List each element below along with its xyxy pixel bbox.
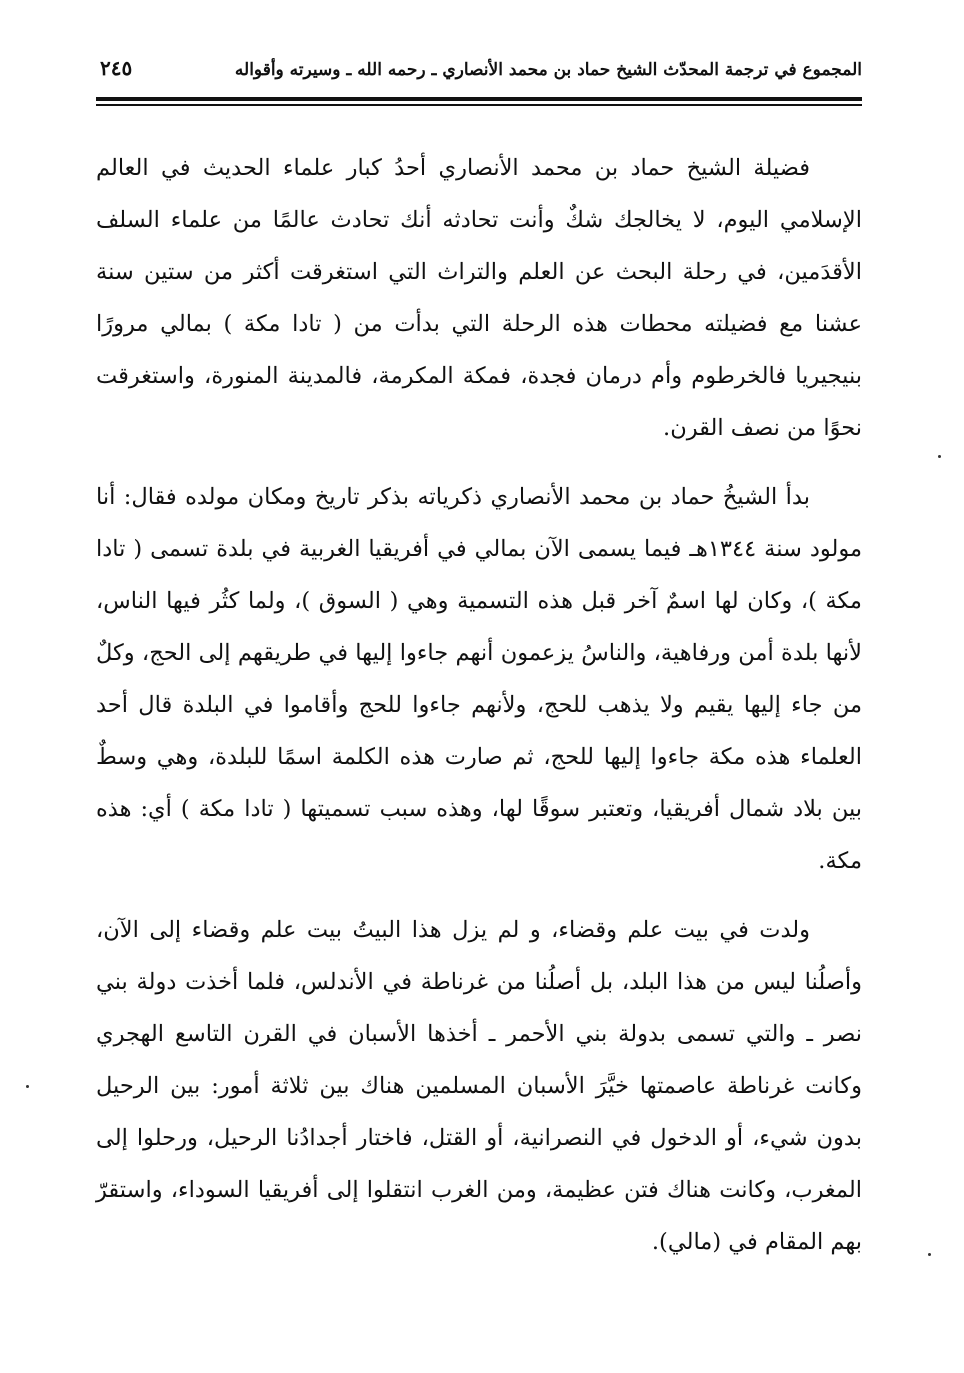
scan-speck	[938, 455, 941, 458]
scan-speck	[928, 1253, 931, 1256]
paragraph-3: ولدت في بيت علم وقضاء، و لم يزل هذا البيتُ بيت علم وقضاء إلى الآن، وأصلُنا ليس من هذا البلد، بل أصلُنا من غرناطة في الأندلس، فلما أخذت دولة بني نصر ـ والتي تسمى بدولة بني الأحمر ـ أخذها الأسبان في القرن التاسع الهجري وكانت غرناطة عاصمتها خيَّرَ الأسبان المسلمين هناك بين ثلاثة أمور: بين الرحيل بدون شيء، أو الدخول في النصرانية، أو القتل، فاختار أجدادُنا الرحيل، ورحلوا إلى المغرب، وكانت هناك فتن عظيمة، ومن الغرب انتقلوا إلى أفريقيا السوداء، واستقرّ بهم المقام في (مالي).	[96, 917, 862, 1255]
scan-speck	[26, 1085, 29, 1088]
header-rule-thick	[96, 97, 862, 101]
body-text	[96, 142, 862, 1268]
paragraph-2: بدأ الشيخُ حماد بن محمد الأنصاري ذكرياته بذكر تاريخ ومكان مولده فقال: أنا مولود سنة ١٣٤٤هـ فيما يسمى الآن بمالي في أفريقيا الغربية في بلدة تسمى ( تادا مكة )، وكان لها اسمٌ آخر قبل هذه التسمية وهي ( السوق )، ولما كثُر فيها الناس، لأنها بلدة أمن ورفاهية، والناسُ يزعمون أنهم جاءوا إليها في طريقهم إلى الحج، وكلٌ من جاء إليها يقيم ولا يذهب للحج، ولأنهم جاءوا للحج وأقاموا في البلدة قال أحد العلماء هذه مكة جاءوا إليها للحج، ثم صارت هذه الكلمة اسمًا للبلدة، وهي وسطٌ بين بلاد شمال أفريقيا، وتعتبر سوقًا لها، وهذه سبب تسميتها ( تادا مكة ) أي: هذه مكة.	[96, 484, 863, 874]
running-header	[96, 54, 862, 94]
header-rule-thin	[96, 104, 862, 106]
header-title: المجموع في ترجمة المحدّث الشيخ حماد بن محمد الأنصاري ـ رحمه الله ـ وسيرته وأقواله	[234, 60, 862, 80]
paragraph-1: فضيلة الشيخ حماد بن محمد الأنصاري أحدُ كبار علماء الحديث في العالم الإسلامي اليوم، لا يخالجك شكٌ وأنت تحادثه أنك تحادث عالمًا من علماء السلف الأقدَمين، في رحلة البحث عن العلم والتراث التي استغرقت أكثر من ستين سنة عشنا مع فضيلته محطات هذه الرحلة التي بدأت من ( تادا مكة ) بمالي مرورًا بنيجيريا فالخرطوم وأم درمان فجدة، فمكة المكرمة، فالمدينة المنورة، واستغرقت نحوًا من نصف القرن.	[96, 155, 862, 441]
page-number: ٢٤٥	[100, 56, 133, 80]
